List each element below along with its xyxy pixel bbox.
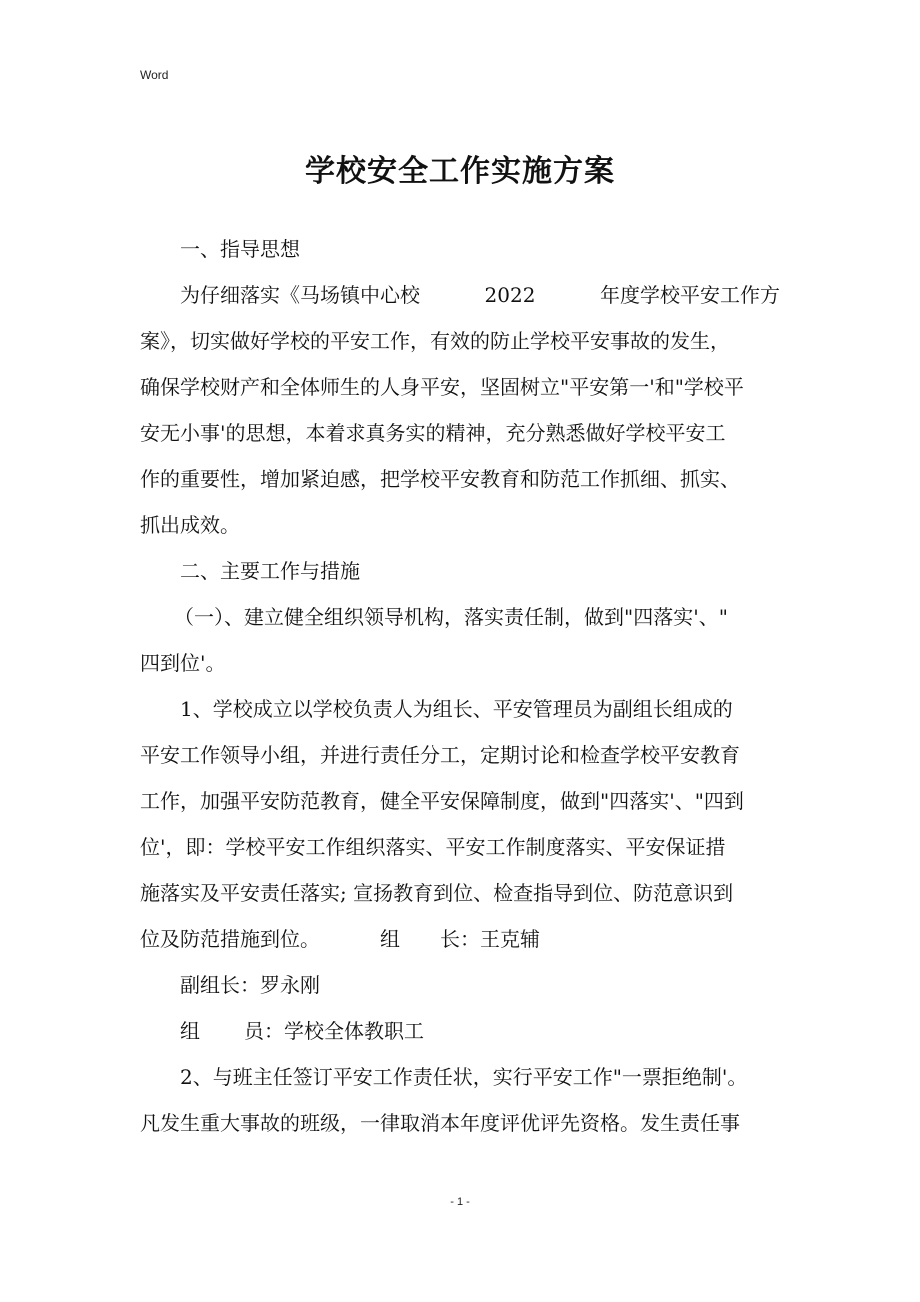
member-line <box>140 1008 780 1054</box>
leader-name: 长：王克辅 <box>440 927 540 951</box>
paragraph-line: 工作，加强平安防范教育，健全平安保障制度，做到"四落实'、"四到 <box>140 789 744 813</box>
paragraph-line: 2、与班主任签订平安工作责任状，实行平安工作"一票拒绝制'。 <box>180 1065 748 1089</box>
page-number: - 1 - <box>450 1196 470 1208</box>
paragraph-line: 抓出成效。 <box>140 513 240 537</box>
section-heading-guiding-ideology: 一、指导思想 <box>180 237 300 261</box>
paragraph-line: 施落实及平安责任落实; 宣扬教育到位、检查指导到位、防范意识到 <box>140 881 734 905</box>
paragraph-line <box>140 272 780 318</box>
header-label: Word <box>140 68 169 82</box>
document-title: 学校安全工作实施方案 <box>305 154 615 189</box>
paragraph-line: 凡发生重大事故的班级，一律取消本年度评优评先资格。发生责任事 <box>140 1111 740 1135</box>
member-text: 员：学校全体教职工 <box>244 1019 424 1043</box>
paragraph-line: 1、学校成立以学校负责人为组长、平安管理员为副组长组成的 <box>180 697 733 721</box>
text-span: 年度学校平安工作方 <box>600 283 780 307</box>
paragraph-line: 案》，切实做好学校的平安工作，有效的防止学校平安事故的发生， <box>140 329 730 353</box>
paragraph-line: 安无小事'的思想，本着求真务实的精神，充分熟悉做好学校平安工 <box>140 421 726 445</box>
document-body <box>140 226 780 1146</box>
paragraph-line: 平安工作领导小组，并进行责任分工，定期讨论和检查学校平安教育 <box>140 743 740 767</box>
subsection-heading: （一）、建立健全组织领导机构，落实责任制，做到"四落实'、" <box>174 605 728 629</box>
paragraph-line <box>140 916 780 962</box>
text-span: 为仔细落实《马场镇中心校 <box>180 283 420 307</box>
leader-role-label: 组 <box>380 927 400 951</box>
member-role-label: 组 <box>180 1019 200 1043</box>
paragraph-line: 作的重要性，增加紧迫感，把学校平安教育和防范工作抓细、抓实、 <box>140 467 740 491</box>
paragraph-line: 位'，即：学校平安工作组织落实、平安工作制度落实、平安保证措 <box>140 835 726 859</box>
text-span: 位及防范措施到位。 <box>140 927 320 951</box>
section-heading-main-work: 二、主要工作与措施 <box>180 559 360 583</box>
paragraph-line: 四到位'。 <box>140 651 226 675</box>
deputy-leader-line: 副组长：罗永刚 <box>180 973 320 997</box>
paragraph-line: 确保学校财产和全体师生的人身平安，坚固树立"平安第一'和"学校平 <box>140 375 744 399</box>
year-text: 2022 <box>484 283 536 307</box>
